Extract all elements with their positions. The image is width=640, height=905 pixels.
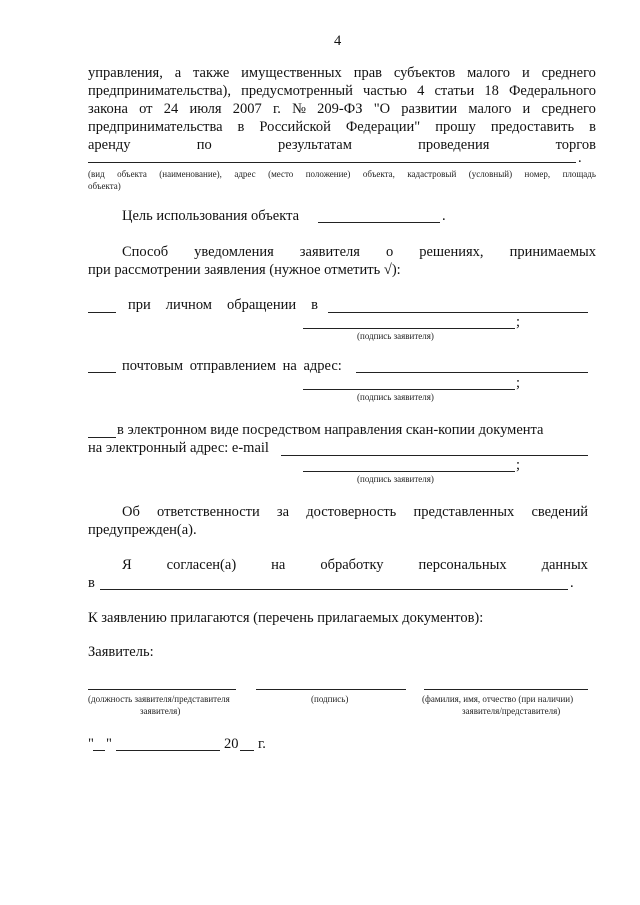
- responsibility-line-1: [122, 503, 588, 521]
- word: за: [276, 504, 290, 520]
- word: при: [128, 297, 151, 313]
- object-caption-line-2: объекта): [88, 181, 121, 191]
- word: 2007: [232, 101, 262, 117]
- date-open-quote: ": [88, 736, 94, 752]
- object-line-period: .: [578, 150, 582, 166]
- word: прав: [353, 65, 382, 81]
- word: июля: [189, 101, 222, 117]
- date-close-quote: ": [106, 736, 112, 752]
- word: (место: [268, 169, 294, 179]
- word: результатам: [278, 137, 352, 153]
- word: малого: [467, 65, 511, 81]
- word: статьи: [434, 83, 475, 99]
- position-caption-2: заявителя): [140, 706, 181, 716]
- electronic-sign-caption: (подпись заявителя): [357, 474, 434, 484]
- word: Способ: [122, 244, 169, 260]
- date-year-suffix: г.: [258, 736, 266, 752]
- intro-line-2: [88, 82, 596, 100]
- applicant-label: Заявитель:: [88, 644, 154, 660]
- intro-line-5: [88, 136, 596, 154]
- word: Федерального: [508, 83, 596, 99]
- word: персональных: [418, 557, 507, 573]
- word: в: [311, 297, 318, 313]
- word: в: [589, 119, 596, 135]
- word: Я: [122, 557, 132, 573]
- word: предпринимательства: [88, 119, 223, 135]
- postal-check-blank[interactable]: [88, 372, 116, 373]
- signature-caption: (подпись): [311, 694, 349, 704]
- consent-line-1: [122, 556, 588, 574]
- word: достоверность: [306, 504, 397, 520]
- name-caption-1: (фамилия, имя, отчество (при наличии): [422, 694, 574, 704]
- word: адрес: [234, 169, 256, 179]
- word: №: [292, 101, 306, 117]
- word: от: [139, 101, 153, 117]
- notify-line-1: [122, 243, 596, 261]
- personal-signature-line[interactable]: [303, 328, 515, 329]
- word: и: [522, 101, 531, 117]
- word: среднего: [541, 101, 596, 117]
- personal-sign-caption: (подпись заявителя): [357, 331, 434, 341]
- postal-semicolon: ;: [516, 375, 521, 391]
- word: уведомления: [194, 244, 274, 260]
- electronic-line-2: на электронный адрес: e-mail: [88, 440, 269, 456]
- word: г.: [272, 101, 281, 117]
- responsibility-line-2: предупрежден(а).: [88, 522, 197, 538]
- word: проведения: [418, 137, 490, 153]
- word: управления,: [88, 65, 163, 81]
- intro-line-1: [88, 64, 596, 82]
- purpose-period: .: [442, 208, 446, 224]
- word: (вид: [88, 169, 105, 179]
- name-signature-line[interactable]: [424, 689, 588, 690]
- postal-signature-line[interactable]: [303, 389, 515, 390]
- intro-line-3: [88, 100, 596, 118]
- object-blank-line[interactable]: [88, 162, 576, 163]
- date-year-prefix: 20: [224, 736, 239, 752]
- word: площадь: [562, 169, 596, 179]
- word: данных: [541, 557, 588, 573]
- word: 4: [417, 83, 425, 99]
- word: "О: [373, 101, 391, 117]
- electronic-semicolon: ;: [516, 457, 521, 473]
- position-caption-1: (должность заявителя/представителя: [88, 694, 230, 704]
- word: заявителя: [299, 244, 360, 260]
- postal-label: почтовым отправлением на адрес:: [122, 358, 342, 374]
- word: в: [237, 119, 245, 135]
- word: кадастровый: [407, 169, 457, 179]
- word: решениях,: [419, 244, 484, 260]
- word: ответственности: [157, 504, 260, 520]
- word: (наименование),: [159, 169, 222, 179]
- word: согласен(а): [166, 557, 237, 573]
- word: (условный): [468, 169, 513, 179]
- electronic-signature-line[interactable]: [303, 471, 515, 472]
- word: положение): [305, 169, 351, 179]
- word: номер,: [524, 169, 551, 179]
- consent-line-2-prefix: в: [88, 575, 95, 591]
- word: предусмотренный: [241, 83, 353, 99]
- consent-line[interactable]: [100, 589, 568, 590]
- personal-label: [128, 296, 318, 314]
- word: аренду: [88, 137, 131, 153]
- date-month-line[interactable]: [116, 750, 220, 751]
- postal-sign-caption: (подпись заявителя): [357, 392, 434, 402]
- word: о: [385, 244, 394, 260]
- word: объекта: [117, 169, 147, 179]
- electronic-line-1: в электронном виде посредством направления скан-копии документа: [117, 422, 544, 438]
- date-year-line[interactable]: [240, 750, 254, 751]
- object-caption-line-1: [88, 169, 596, 180]
- word: среднего: [541, 65, 596, 81]
- position-signature-line[interactable]: [88, 689, 236, 690]
- notify-line-2: при рассмотрении заявления (нужное отметить √):: [88, 262, 401, 278]
- signature-line[interactable]: [256, 689, 406, 690]
- word: 18: [484, 83, 499, 99]
- word: и: [521, 65, 530, 81]
- word: Федерации": [345, 119, 421, 135]
- purpose-label: Цель использования объекта: [122, 208, 300, 224]
- word: представленных: [413, 504, 515, 520]
- word: на: [271, 557, 286, 573]
- postal-address-line[interactable]: [356, 372, 588, 373]
- name-caption-2: заявителя/представителя): [462, 706, 561, 716]
- electronic-check-blank[interactable]: [88, 437, 116, 438]
- date-day-line[interactable]: [93, 750, 105, 751]
- word: имущественных: [241, 65, 342, 81]
- word: частью: [363, 83, 407, 99]
- personal-semicolon: ;: [516, 314, 521, 330]
- word: объекта,: [362, 169, 395, 179]
- word: по: [196, 137, 212, 153]
- word: личном: [165, 297, 212, 313]
- word: 24: [163, 101, 179, 117]
- word: субъектов: [393, 65, 456, 81]
- word: малого: [468, 101, 512, 117]
- word: 209-ФЗ: [317, 101, 363, 117]
- word: обработку: [320, 557, 384, 573]
- word: сведений: [531, 504, 588, 520]
- page-number: 4: [334, 33, 342, 49]
- word: а: [174, 65, 182, 81]
- purpose-input-line[interactable]: [318, 222, 440, 223]
- word: прошу: [435, 119, 476, 135]
- word: развитии: [401, 101, 458, 117]
- attachments-label: К заявлению прилагаются (перечень прилагаемых документов):: [88, 610, 484, 626]
- consent-period: .: [570, 575, 574, 591]
- word: предпринимательства),: [88, 83, 231, 99]
- word: Российской: [259, 119, 331, 135]
- word: также: [193, 65, 230, 81]
- word: принимаемых: [509, 244, 596, 260]
- personal-check-blank[interactable]: [88, 312, 116, 313]
- word: торгов: [555, 137, 596, 153]
- email-line[interactable]: [281, 455, 588, 456]
- word: закона: [88, 101, 128, 117]
- word: Об: [122, 504, 140, 520]
- word: предоставить: [490, 119, 575, 135]
- intro-line-4: [88, 118, 596, 136]
- personal-place-line[interactable]: [328, 312, 588, 313]
- word: обращении: [226, 297, 297, 313]
